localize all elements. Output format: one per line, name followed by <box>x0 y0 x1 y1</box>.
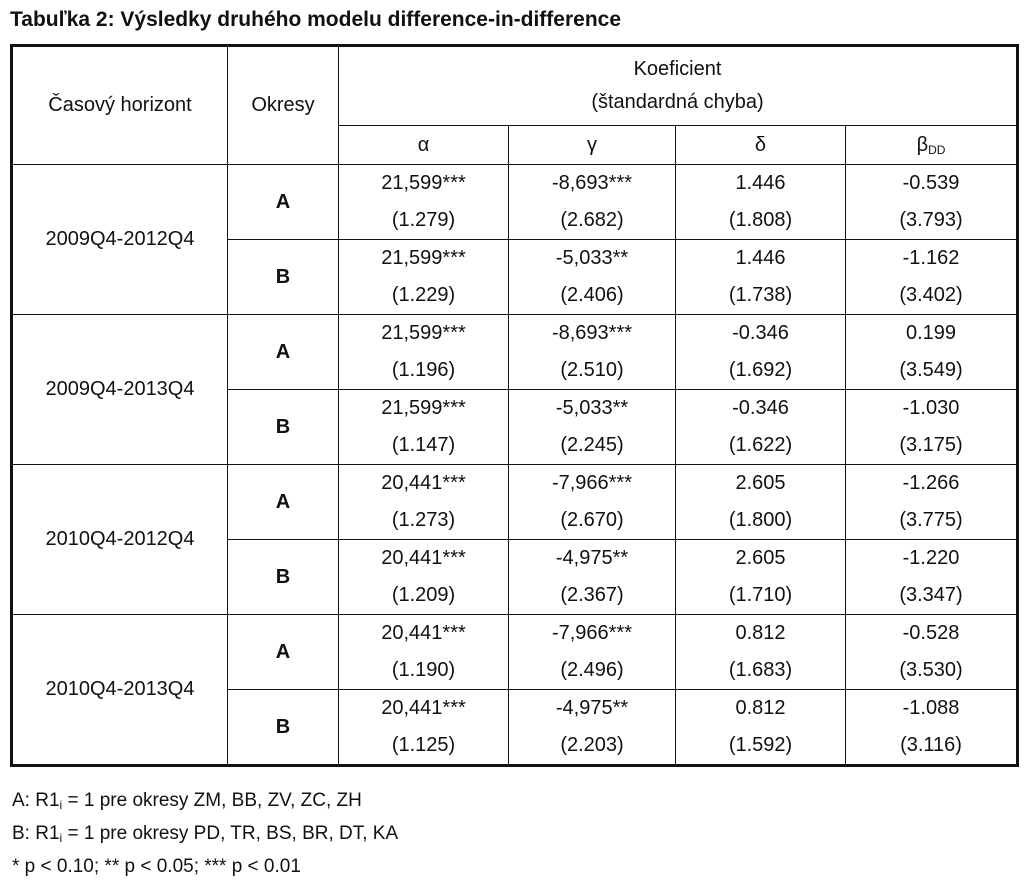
note-b <box>12 817 398 850</box>
beta-standard-error: (3.347) <box>899 584 963 606</box>
gamma-standard-error: (2.510) <box>560 359 624 381</box>
beta-estimate: -1.030 <box>902 397 960 419</box>
gamma-cell <box>509 315 676 390</box>
district-cell: A <box>228 315 339 390</box>
district-cell: A <box>228 465 339 540</box>
delta-estimate: 2.605 <box>735 472 786 494</box>
gamma-cell <box>509 165 676 240</box>
alpha-standard-error: (1.209) <box>391 584 456 606</box>
delta-cell <box>676 240 846 315</box>
header-coefficient <box>339 46 1018 126</box>
header-coefficient-line1: Koeficient <box>633 58 722 80</box>
header-beta-symbol: β <box>916 133 929 156</box>
alpha-estimate: 21,599*** <box>381 172 466 194</box>
table-row <box>12 615 1018 690</box>
beta-standard-error: (3.116) <box>900 734 962 756</box>
alpha-estimate: 20,441*** <box>381 697 466 719</box>
gamma-estimate: -5,033** <box>555 247 629 269</box>
gamma-estimate: -8,693*** <box>551 172 633 194</box>
beta-estimate: -1.088 <box>902 697 960 719</box>
beta-standard-error: (3.549) <box>899 359 963 381</box>
gamma-standard-error: (2.496) <box>560 659 624 681</box>
gamma-cell <box>509 240 676 315</box>
table-row <box>12 465 1018 540</box>
delta-standard-error: (1.800) <box>728 509 793 531</box>
delta-cell <box>676 390 846 465</box>
beta-cell <box>846 465 1018 540</box>
delta-estimate: 2.605 <box>735 547 786 569</box>
delta-cell <box>676 690 846 766</box>
horizon-cell: 2010Q4-2013Q4 <box>12 615 228 766</box>
note-a-prefix: A: R1 <box>12 790 60 811</box>
delta-estimate: 1.446 <box>735 172 786 194</box>
header-gamma: γ <box>509 126 676 165</box>
note-b-prefix: B: R1 <box>12 823 60 844</box>
alpha-estimate: 21,599*** <box>381 397 466 419</box>
alpha-cell <box>339 690 509 766</box>
gamma-estimate: -7,966*** <box>551 472 633 494</box>
note-a <box>12 784 398 817</box>
header-alpha: α <box>339 126 509 165</box>
alpha-standard-error: (1.190) <box>391 659 456 681</box>
alpha-cell <box>339 540 509 615</box>
gamma-standard-error: (2.203) <box>560 734 624 756</box>
note-significance: * p < 0.10; ** p < 0.05; *** p < 0.01 <box>12 856 301 877</box>
horizon-cell: 2009Q4-2013Q4 <box>12 315 228 465</box>
note-a-text: = 1 pre okresy ZM, BB, ZV, ZC, ZH <box>62 790 362 811</box>
beta-standard-error: (3.175) <box>899 434 963 456</box>
beta-standard-error: (3.530) <box>899 659 963 681</box>
delta-standard-error: (1.692) <box>728 359 793 381</box>
beta-estimate: -1.266 <box>902 472 960 494</box>
district-cell: B <box>228 390 339 465</box>
beta-estimate: 0.199 <box>905 322 957 344</box>
alpha-cell <box>339 240 509 315</box>
gamma-cell <box>509 465 676 540</box>
delta-cell <box>676 615 846 690</box>
alpha-standard-error: (1.229) <box>391 284 456 306</box>
alpha-estimate: 21,599*** <box>381 247 466 269</box>
header-coefficient-line2: (štandardná chyba) <box>591 91 764 113</box>
horizon-cell: 2010Q4-2012Q4 <box>12 465 228 615</box>
alpha-estimate: 20,441*** <box>381 472 466 494</box>
alpha-cell <box>339 315 509 390</box>
results-table <box>10 44 1019 767</box>
gamma-cell <box>509 615 676 690</box>
gamma-standard-error: (2.245) <box>560 434 624 456</box>
beta-estimate: -0.539 <box>902 172 960 194</box>
delta-standard-error: (1.592) <box>728 734 793 756</box>
gamma-cell <box>509 540 676 615</box>
district-cell: B <box>228 540 339 615</box>
beta-estimate: -1.220 <box>902 547 960 569</box>
alpha-standard-error: (1.279) <box>391 209 456 231</box>
gamma-standard-error: (2.682) <box>560 209 624 231</box>
beta-cell <box>846 690 1018 766</box>
beta-cell <box>846 315 1018 390</box>
alpha-standard-error: (1.125) <box>391 734 456 756</box>
delta-cell <box>676 540 846 615</box>
alpha-cell <box>339 615 509 690</box>
gamma-estimate: -8,693*** <box>551 322 633 344</box>
alpha-estimate: 21,599*** <box>381 322 466 344</box>
note-b-text: = 1 pre okresy PD, TR, BS, BR, DT, KA <box>62 823 399 844</box>
delta-standard-error: (1.808) <box>728 209 793 231</box>
delta-estimate: 1.446 <box>735 247 786 269</box>
beta-cell <box>846 615 1018 690</box>
gamma-estimate: -5,033** <box>555 397 629 419</box>
gamma-estimate: -4,975** <box>555 547 629 569</box>
alpha-cell <box>339 465 509 540</box>
district-cell: B <box>228 690 339 766</box>
beta-standard-error: (3.402) <box>899 284 963 306</box>
district-cell: A <box>228 165 339 240</box>
table-row <box>12 315 1018 390</box>
header-delta: δ <box>676 126 846 165</box>
gamma-cell <box>509 390 676 465</box>
delta-standard-error: (1.683) <box>728 659 793 681</box>
delta-estimate: 0.812 <box>735 697 786 719</box>
district-cell: A <box>228 615 339 690</box>
district-cell: B <box>228 240 339 315</box>
delta-standard-error: (1.622) <box>728 434 793 456</box>
horizon-cell: 2009Q4-2012Q4 <box>12 165 228 315</box>
header-beta <box>846 126 1018 165</box>
delta-standard-error: (1.710) <box>728 584 793 606</box>
gamma-estimate: -4,975** <box>555 697 629 719</box>
gamma-cell <box>509 690 676 766</box>
delta-cell <box>676 465 846 540</box>
delta-cell <box>676 315 846 390</box>
table-row <box>12 165 1018 240</box>
alpha-cell <box>339 390 509 465</box>
beta-cell <box>846 165 1018 240</box>
alpha-cell <box>339 165 509 240</box>
note-a-subscript: i <box>59 798 63 812</box>
delta-estimate: -0.346 <box>732 322 789 344</box>
alpha-standard-error: (1.147) <box>391 434 456 456</box>
alpha-estimate: 20,441*** <box>381 622 466 644</box>
beta-standard-error: (3.793) <box>899 209 963 231</box>
gamma-standard-error: (2.367) <box>560 584 624 606</box>
delta-estimate: 0.812 <box>735 622 786 644</box>
header-horizon: Časový horizont <box>12 46 228 165</box>
header-districts: Okresy <box>228 46 339 165</box>
delta-cell <box>676 165 846 240</box>
alpha-standard-error: (1.196) <box>391 359 456 381</box>
alpha-estimate: 20,441*** <box>381 547 466 569</box>
beta-standard-error: (3.775) <box>899 509 963 531</box>
table-notes <box>12 784 398 883</box>
beta-cell <box>846 240 1018 315</box>
gamma-standard-error: (2.406) <box>560 284 624 306</box>
delta-estimate: -0.346 <box>732 397 789 419</box>
alpha-standard-error: (1.273) <box>391 509 456 531</box>
beta-cell <box>846 540 1018 615</box>
beta-estimate: -0.528 <box>902 622 960 644</box>
gamma-standard-error: (2.670) <box>560 509 624 531</box>
table-title: Tabuľka 2: Výsledky druhého modelu difference-in-difference <box>10 8 621 31</box>
gamma-estimate: -7,966*** <box>551 622 633 644</box>
header-beta-subscript: DD <box>928 142 946 157</box>
delta-standard-error: (1.738) <box>728 284 793 306</box>
beta-estimate: -1.162 <box>902 247 960 269</box>
note-b-subscript: i <box>59 831 63 845</box>
beta-cell <box>846 390 1018 465</box>
